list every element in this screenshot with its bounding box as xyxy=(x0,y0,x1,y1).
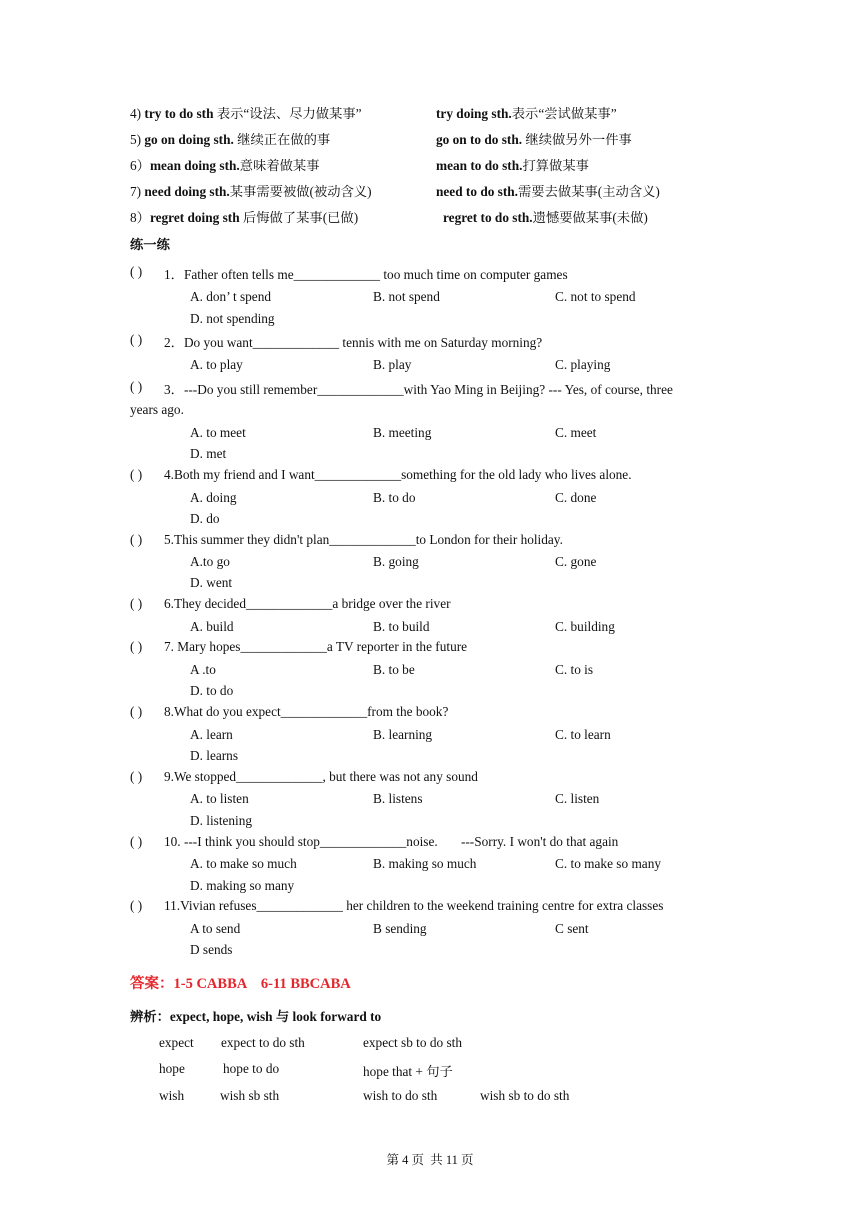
rule-6-left: 6）mean doing sth.意味着做某事 xyxy=(130,158,320,173)
option-d: D. do xyxy=(190,511,220,526)
rule-4-left: 4) try to do sth 表示“设法、尽力做某事” xyxy=(130,106,362,121)
option-b: B. to be xyxy=(373,662,415,677)
answer-blank[interactable]: ( ) xyxy=(130,834,143,849)
answer-blank[interactable]: ( ) xyxy=(130,639,143,654)
answer-blank[interactable]: ( ) xyxy=(130,596,143,611)
option-b: B. not spend xyxy=(373,289,440,304)
practice-heading: 练一练 xyxy=(130,237,170,252)
option-a: A. to meet xyxy=(190,425,246,440)
option-b: B. listens xyxy=(373,791,423,806)
question-text: 1．Father often tells me_____________ too much time on computer games xyxy=(164,267,568,282)
rule-8-right: regret to do sth.遗憾要做某事(未做) xyxy=(443,210,648,225)
option-d: D. met xyxy=(190,446,227,461)
option-d: D. went xyxy=(190,575,233,590)
option-a: A. to listen xyxy=(190,791,249,806)
answer-blank[interactable]: ( ) xyxy=(130,332,143,347)
option-d: D. making so many xyxy=(190,878,295,893)
option-b: B. to do xyxy=(373,490,416,505)
option-a: A. doing xyxy=(190,490,237,505)
option-c: C. done xyxy=(555,490,597,505)
option-b: B. learning xyxy=(373,727,433,742)
rule-7-left: 7) need doing sth.某事需要被做(被动含义) xyxy=(130,184,372,199)
compare-word: hope xyxy=(159,1061,185,1076)
question-text: 5.This summer they didn't plan_____________to London for their holiday. xyxy=(164,532,563,547)
option-c: C. not to spend xyxy=(555,289,636,304)
option-a: A. to make so much xyxy=(190,856,297,871)
answer-blank[interactable]: ( ) xyxy=(130,264,143,279)
option-d: D sends xyxy=(190,942,233,957)
compare-usage: expect sb to do sth xyxy=(363,1035,462,1050)
compare-usage: wish sb sth xyxy=(220,1088,280,1103)
option-c: C. playing xyxy=(555,357,611,372)
option-d: D. not spending xyxy=(190,311,275,326)
answer-blank[interactable]: ( ) xyxy=(130,379,143,394)
option-c: C. gone xyxy=(555,554,597,569)
compare-usage: wish to do sth xyxy=(363,1088,438,1103)
option-a: A. learn xyxy=(190,727,233,742)
question-text: 8.What do you expect_____________from the book? xyxy=(164,704,449,719)
answer-blank[interactable]: ( ) xyxy=(130,532,143,547)
option-c: C. listen xyxy=(555,791,600,806)
option-b: B sending xyxy=(373,921,427,936)
compare-usage: hope that + 句子 xyxy=(363,1064,453,1079)
option-a: A. build xyxy=(190,619,234,634)
question-text: 3．---Do you still remember_____________with Yao Ming in Beijing? --- Yes, of course, three xyxy=(164,382,673,397)
question-text: 6.They decided_____________a bridge over the river xyxy=(164,596,451,611)
compare-usage: wish sb to do sth xyxy=(480,1088,570,1103)
compare-word: expect xyxy=(159,1035,194,1050)
answer-blank[interactable]: ( ) xyxy=(130,898,143,913)
question-text: 7. Mary hopes_____________a TV reporter in the future xyxy=(164,639,468,654)
option-a: A .to xyxy=(190,662,216,677)
answer-blank[interactable]: ( ) xyxy=(130,467,143,482)
option-c: C. meet xyxy=(555,425,597,440)
option-c: C. to learn xyxy=(555,727,611,742)
option-b: B. play xyxy=(373,357,412,372)
answer-blank[interactable]: ( ) xyxy=(130,704,143,719)
question-text: 11.Vivian refuses_____________ her children to the weekend training centre for extra classes xyxy=(164,898,664,913)
rule-4-right: try doing sth.表示“尝试做某事” xyxy=(436,106,617,121)
rule-7-right: need to do sth.需要去做某事(主动含义) xyxy=(436,184,660,199)
option-d: D. listening xyxy=(190,813,253,828)
question-text: 2．Do you want_____________ tennis with me on Saturday morning? xyxy=(164,335,543,350)
option-d: D. learns xyxy=(190,748,238,763)
rule-5-right: go on to do sth. 继续做另外一件事 xyxy=(436,132,632,147)
question-text: 10. ---I think you should stop_____________noise. ---Sorry. I won't do that again xyxy=(164,834,619,849)
option-a: A. to play xyxy=(190,357,243,372)
option-b: B. meeting xyxy=(373,425,432,440)
answer-key: 答案：1-5 CABBA 6-11 BBCABA xyxy=(130,976,351,992)
option-d: D. to do xyxy=(190,683,234,698)
rule-6-right: mean to do sth.打算做某事 xyxy=(436,158,589,173)
compare-usage: expect to do sth xyxy=(221,1035,305,1050)
question-text: 9.We stopped_____________, but there was not any sound xyxy=(164,769,478,784)
question-text: 4.Both my friend and I want_____________something for the old lady who lives alone. xyxy=(164,467,632,482)
option-c: C sent xyxy=(555,921,589,936)
option-b: B. making so much xyxy=(373,856,477,871)
option-b: B. going xyxy=(373,554,419,569)
analysis-heading: 辨析：expect, hope, wish 与 look forward to xyxy=(130,1009,382,1024)
option-a: A.to go xyxy=(190,554,230,569)
compare-usage: hope to do xyxy=(223,1061,280,1076)
rule-5-left: 5) go on doing sth. 继续正在做的事 xyxy=(130,132,331,147)
question-text-continued: years ago. xyxy=(130,402,184,417)
answer-blank[interactable]: ( ) xyxy=(130,769,143,784)
rule-8-left: 8）regret doing sth 后悔做了某事(已做) xyxy=(130,210,359,225)
option-b: B. to build xyxy=(373,619,430,634)
option-a: A. don’ t spend xyxy=(190,289,272,304)
page-footer: 第 4 页 共 11 页 xyxy=(386,1153,474,1167)
option-c: C. to make so many xyxy=(555,856,661,871)
compare-word: wish xyxy=(159,1088,185,1103)
option-c: C. to is xyxy=(555,662,594,677)
option-a: A to send xyxy=(190,921,241,936)
option-c: C. building xyxy=(555,619,615,634)
